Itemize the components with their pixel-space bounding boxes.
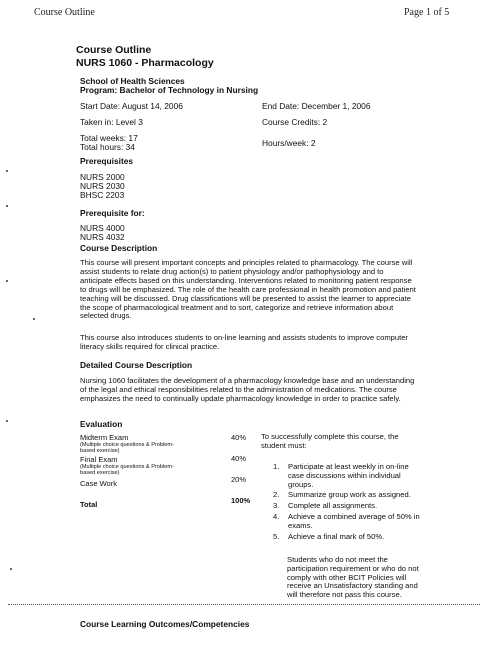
course-description-online: This course also introduces students to on-line learning and assists students to improve computer literacy skills required for clinical practice. <box>80 333 408 351</box>
requirement-text: Achieve a final mark of 50%. <box>288 531 385 541</box>
total-weeks: Total weeks: 17 <box>80 133 138 143</box>
header-title: Course Outline <box>34 7 95 18</box>
completion-requirements <box>273 463 421 543</box>
taken-in: Taken in: Level 3 <box>80 117 143 127</box>
start-date: Start Date: August 14, 2006 <box>80 101 183 111</box>
requirement-item <box>273 463 421 489</box>
requirement-item <box>273 502 421 511</box>
detailed-description-heading: Detailed Course Description <box>80 360 193 370</box>
prerequisite-item: NURS 2030 <box>80 181 125 191</box>
total-label: Total <box>80 500 98 509</box>
requirement-text: Complete all assignments. <box>288 501 378 511</box>
requirement-number: 3. <box>273 501 280 511</box>
requirement-number: 1. <box>273 462 280 471</box>
scan-speck <box>6 280 8 282</box>
total-hours: Total hours: 34 <box>80 142 135 152</box>
completion-intro: To successfully complete this course, the student must: <box>261 432 399 450</box>
prerequisite-for-item: NURS 4032 <box>80 232 125 242</box>
midterm-exam-weight: 40% <box>231 433 247 442</box>
course-description-text: This course will present important concepts and principles related to pharmacology. The course will assist students to relate drug action(s) to patient physiology and/or pathophysiology and to anticipate effects based on this understanding. Interventions related to monitoring patient response to drugs will be emphasized. The role of the health care professional in health promotion and patient teaching will be discussed. Drug classifications will be presented to assist the learner to appreciate the scope of pharmacological treatment and to sort, categorize and retrieve information about selected drugs. <box>80 258 416 321</box>
evaluation-heading: Evaluation <box>80 419 123 429</box>
scan-speck <box>10 568 12 570</box>
scan-speck <box>33 318 35 320</box>
end-date: End Date: December 1, 2006 <box>262 101 371 111</box>
requirement-item <box>273 513 421 531</box>
scan-divider <box>8 604 480 605</box>
detailed-description-text: Nursing 1060 facilitates the development of a pharmacology knowledge base and an understanding of the legal and ethical responsibilities related to the administration of medications. The course emphasizes the need to continually update pharmacology knowledge in order to practice safely. <box>80 376 415 403</box>
requirement-text: Participate at least weekly in on-line case discussions within individual groups. <box>288 462 409 489</box>
midterm-exam-note: (Multiple choice questions & Problem-based exercise) <box>80 442 174 455</box>
document-title: Course Outline <box>76 44 152 56</box>
scan-speck <box>6 170 8 172</box>
course-credits: Course Credits: 2 <box>262 117 328 127</box>
page-number: Page 1 of 5 <box>404 7 450 18</box>
learning-outcomes-heading: Course Learning Outcomes/Competencies <box>80 619 250 629</box>
course-description-heading: Course Description <box>80 243 158 253</box>
school-name: School of Health Sciences <box>80 76 185 86</box>
final-exam-label: Final Exam <box>80 455 118 464</box>
final-exam-weight: 40% <box>231 454 247 463</box>
requirement-item <box>273 533 421 542</box>
program-name: Program: Bachelor of Technology in Nursing <box>80 85 259 95</box>
requirement-number: 2. <box>273 490 280 500</box>
prerequisites-heading: Prerequisites <box>80 156 134 166</box>
requirement-item <box>273 491 421 500</box>
prerequisite-for-heading: Prerequisite for: <box>80 208 145 218</box>
prerequisite-item: NURS 2000 <box>80 172 125 182</box>
requirement-number: 5. <box>273 531 280 541</box>
total-weight: 100% <box>231 496 251 505</box>
case-work-label: Case Work <box>80 479 117 488</box>
course-title: NURS 1060 - Pharmacology <box>76 57 214 69</box>
hours-per-week: Hours/week: 2 <box>262 138 316 148</box>
prerequisite-for-item: NURS 4000 <box>80 223 125 233</box>
requirement-number: 4. <box>273 511 280 521</box>
case-work-weight: 20% <box>231 475 247 484</box>
scan-speck <box>6 205 8 207</box>
midterm-exam-label: Midterm Exam <box>80 433 129 442</box>
final-exam-note: (Multiple choice questions & Problem-based exercise) <box>80 464 174 477</box>
requirement-text: Summarize group work as assigned. <box>288 490 411 500</box>
requirement-text: Achieve a combined average of 50% in exams. <box>288 511 420 530</box>
prerequisite-item: BHSC 2203 <box>80 190 125 200</box>
scan-speck <box>6 420 8 422</box>
unsatisfactory-notice: Students who do not meet the participation requirement or who do not comply with other BCIT Policies will receive an Unsatisfactory standing and will therefore not pass this course. <box>287 555 419 600</box>
